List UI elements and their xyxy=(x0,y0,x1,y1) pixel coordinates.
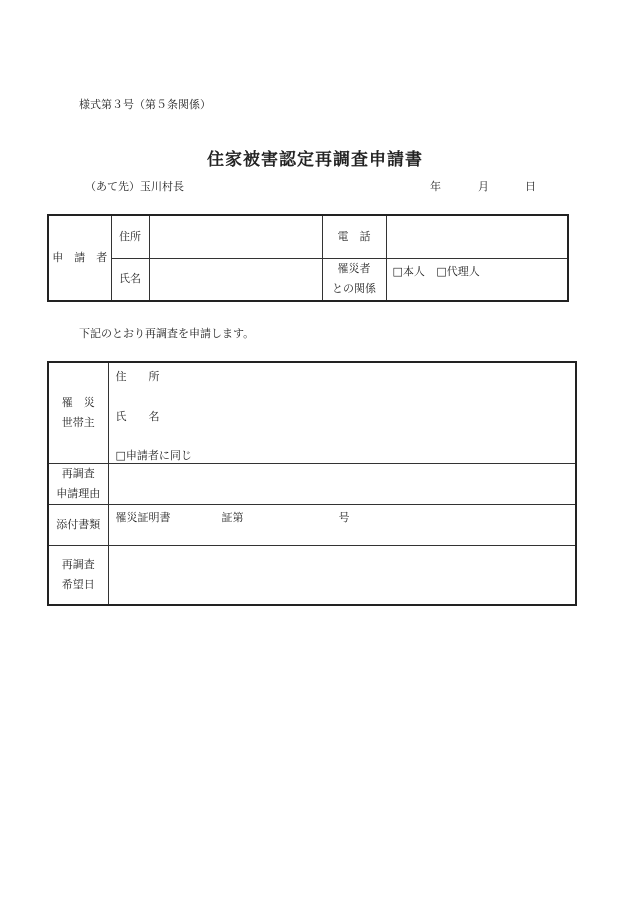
attachment-cert-prefix: 証第 xyxy=(221,510,244,524)
household-head-label xyxy=(48,362,108,463)
name-field[interactable] xyxy=(149,258,322,301)
attachment-cert: 罹災証明書 xyxy=(115,510,171,524)
date-day-label: 日 xyxy=(525,180,536,193)
relation-label-line2: との関係 xyxy=(332,282,376,296)
same-as-applicant-checkbox[interactable]: □申請者に同じ xyxy=(115,449,192,462)
reason-label-line2: 申請理由 xyxy=(56,486,101,500)
desired-date-field[interactable] xyxy=(108,545,576,605)
household-address-label: 住 所 xyxy=(115,370,160,383)
household-head-label-line2: 世帯主 xyxy=(61,415,95,429)
relation-option-self[interactable]: □本人 xyxy=(392,264,425,278)
form-number: 様式第３号（第５条関係） xyxy=(79,98,211,111)
attachment-field xyxy=(108,504,576,545)
address-label: 住所 xyxy=(111,215,149,258)
attachment-label: 添付書類 xyxy=(48,504,108,545)
reason-label xyxy=(48,463,108,504)
intro-text: 下記のとおり再調査を申請します。 xyxy=(79,327,255,340)
name-label: 氏名 xyxy=(111,258,149,301)
reason-label-line1: 再調査 xyxy=(61,466,95,480)
phone-field[interactable] xyxy=(386,215,568,258)
desired-date-label xyxy=(48,545,108,605)
relation-options xyxy=(386,258,568,301)
date-year-label: 年 xyxy=(430,180,441,193)
relation-label xyxy=(322,258,386,301)
attachment-cert-suffix: 号 xyxy=(338,510,350,524)
detail-table xyxy=(47,361,577,606)
relation-option-agent[interactable]: □代理人 xyxy=(436,264,480,278)
reason-field[interactable] xyxy=(108,463,576,504)
household-head-fields xyxy=(108,362,576,463)
addressee: （あて先）玉川村長 xyxy=(85,180,184,193)
relation-label-line1: 罹災者 xyxy=(337,262,371,276)
address-field[interactable] xyxy=(149,215,322,258)
applicant-section-label: 申 請 者 xyxy=(48,215,111,301)
phone-label: 電 話 xyxy=(322,215,386,258)
desired-date-label-line1: 再調査 xyxy=(61,557,95,571)
household-name-label: 氏 名 xyxy=(115,410,160,423)
applicant-table xyxy=(47,214,569,302)
desired-date-label-line2: 希望日 xyxy=(61,577,95,591)
date-month-label: 月 xyxy=(478,180,489,193)
household-head-label-line1: 罹 災 xyxy=(61,395,95,409)
page-title: 住家被害認定再調査申請書 xyxy=(207,150,423,170)
